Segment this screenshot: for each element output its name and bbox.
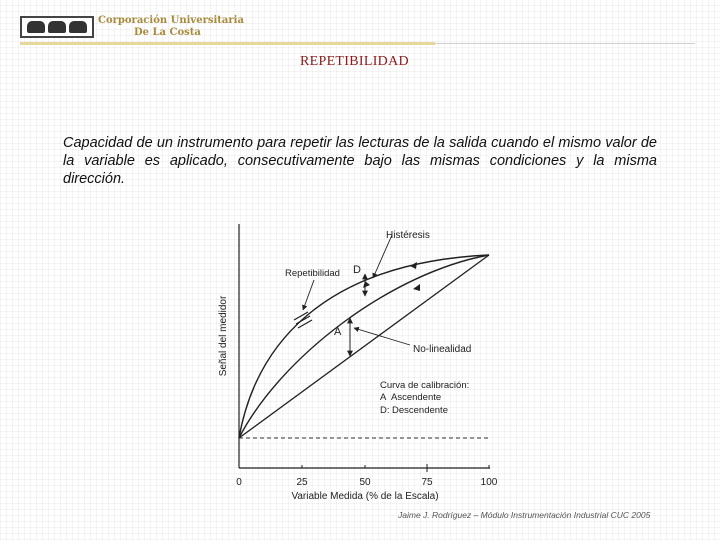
- institution-name-line2: De La Costa: [134, 27, 201, 38]
- logo-mark: [69, 21, 87, 33]
- legend-a-text: Ascendente: [391, 392, 442, 403]
- curve-arrowhead: [363, 281, 370, 288]
- legend-d-key: D:: [380, 405, 390, 416]
- nonlinearity-leader: [354, 328, 410, 345]
- header-rule-thin: [435, 43, 695, 44]
- legend-a-key: A: [380, 392, 387, 403]
- logo-mark: [27, 21, 45, 33]
- curve-arrowhead: [413, 284, 420, 291]
- point-d-label: D: [353, 264, 361, 276]
- curve-arrowhead: [410, 262, 417, 269]
- x-tick-label: 75: [421, 477, 433, 488]
- slide-title: REPETIBILIDAD: [300, 54, 409, 69]
- footer-credit: Jaime J. Rodríguez – Módulo Instrumentación Industrial CUC 2005: [398, 510, 651, 520]
- calibration-diagram: [210, 218, 510, 504]
- repeatability-label: Repetibilidad: [285, 268, 340, 279]
- x-tick-label: 50: [359, 477, 371, 488]
- point-a-label: A: [334, 326, 342, 338]
- x-tick-label: 0: [236, 477, 242, 488]
- logo-mark: [48, 21, 66, 33]
- legend-d-text: Descendente: [392, 405, 448, 416]
- x-axis-label: Variable Medida (% de la Escala): [291, 491, 439, 502]
- hysteresis-label: Histéresis: [386, 230, 430, 241]
- header-rule: [20, 42, 435, 45]
- repeatability-leader: [303, 280, 314, 310]
- institution-name-line1: Corporación Universitaria: [98, 15, 244, 26]
- slide-description: Capacidad de un instrumento para repetir las lecturas de la salida cuando el mismo valor de la variable es aplicado, consecutivamente bajo las mismas condiciones y la misma dirección.: [63, 135, 657, 187]
- institution-logo: [20, 16, 94, 38]
- x-tick-label: 100: [480, 477, 498, 488]
- x-tick-label: 25: [296, 477, 308, 488]
- y-axis-label: Señal del medidor: [218, 295, 229, 377]
- nonlinearity-label: No-linealidad: [413, 344, 472, 355]
- calibration-curve-title: Curva de calibración:: [380, 380, 470, 391]
- institution-name: [98, 15, 248, 39]
